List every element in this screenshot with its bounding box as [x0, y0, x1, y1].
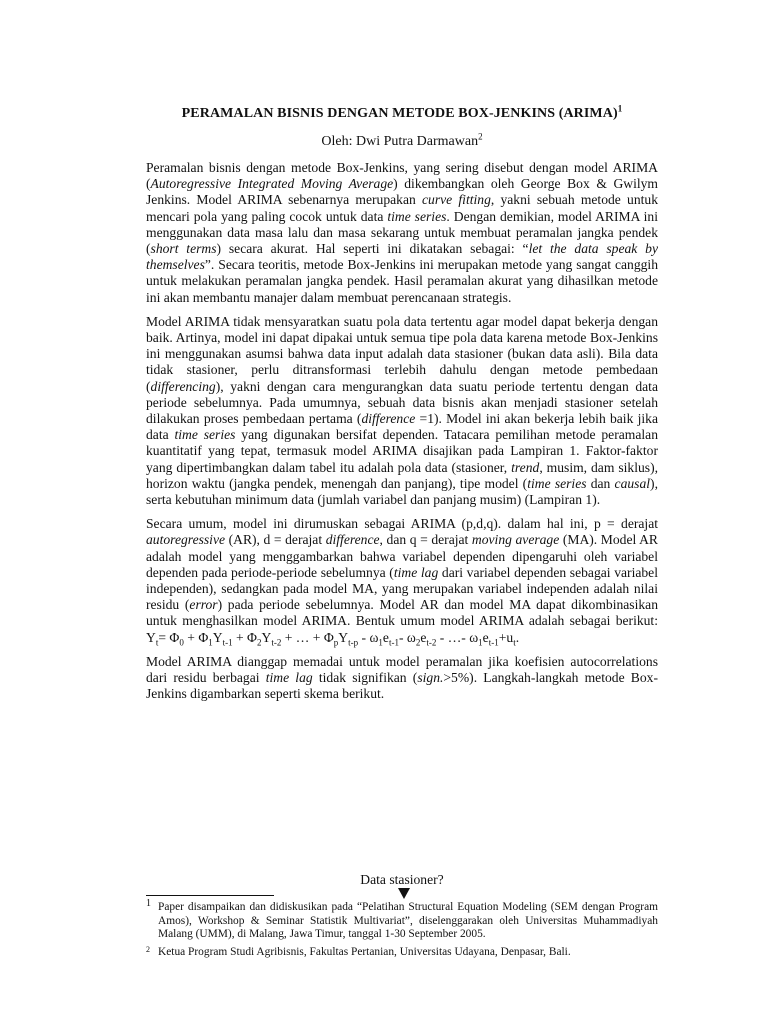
- footnote-mark: 2: [146, 944, 150, 954]
- footnote-1: [146, 898, 658, 942]
- paragraph-3: Secara umum, model ini dirumuskan sebagai ARIMA (p,d,q). dalam hal ini, p = derajat autoregressive (AR), d = derajat difference, dan q = derajat moving average (MA). Model AR adalah model yang menggambarkan bahwa variabel dependen dipengaruhi oleh variabel dependen pada periode-periode sebelumnya (time lag dari variabel dependen sebagai variabel independen), sedangkan pada model MA, yang merupakan variabel independen adalah nilai residu (error) pada periode sebelumnya. Model AR dan model MA dapat dikombinasikan untuk menghasilkan model ARIMA. Bentuk umum model ARIMA adalah sebagai berikut: $Y_t= \Phi_0 + \Phi_1Y_{t-1} + \Phi_2Y_{t-2}$ + … + $\Phi_pY_{t-p} - \omega_1e_{t-1}-$ $\omega_2e_{t-2}$ - …- $\omega_1e_{t-1}+u_t$.: [146, 516, 659, 648]
- footnote-mark: 1: [146, 898, 151, 909]
- footnote-divider: [146, 895, 274, 896]
- down-arrow-icon: [398, 888, 410, 899]
- title-footnote-ref[interactable]: 1: [617, 103, 623, 114]
- paragraph-1: Peramalan bisnis dengan metode Box-Jenkins, yang sering disebut dengan model ARIMA (Autoregressive Integrated Moving Average) dikembangkan oleh George Box & Gwilym Jenkins. Model ARIMA sebenarnya merupakan curve fitting, yakni sebuah metode untuk mencari pola yang paling cocok untuk data time series. Dengan demikian, model ARIMA ini menggunakan data masa lalu dan masa sekarang untuk membuat peramalan jangka pendek (short terms) secara akurat. Hal seperti ini dikatakan sebagai: “let the data speak by themselves”. Secara teoritis, metode Box-Jenkins ini merupakan metode yang sangat canggih untuk melakukan peramalan jangka pendek. Hasil peramalan akurat yang dihasilkan metode ini akan membantu manajer dalam membuat perencanaan strategis.: [146, 160, 659, 305]
- paragraph-2: Model ARIMA tidak mensyaratkan suatu pola data tertentu agar model dapat bekerja dengan baik. Artinya, model ini dapat dipakai untuk semua tipe pola data karena metode Box-Jenkins ini menggunakan asumsi bahwa data input adalah data stasioner (bukan data asli). Bila data tidak stasioner, perlu ditransformasi terlebih dahulu dengan metode pembedaan (differencing), yakni dengan cara mengurangkan data suatu periode tertentu dengan data periode sebelumnya. Pada umumnya, sebuah data bisnis akan menjadi stasioner setelah dilakukan proses pembedaan pertama (difference =1). Model ini akan bekerja lebih baik jika data time series yang digunakan bersifat dependen. Tatacara pemilihan metode peramalan kuantitatif yang tepat, termasuk model ARIMA disajikan pada Lampiran 1. Faktor-faktor yang dipertimbangkan dalam tabel itu adalah pola data (stasioner, trend, musim, dam siklus), horizon waktu (jangka pendek, menengah dan panjang), tipe model (time series dan causal), serta kebutuhan minimum data (jumlah variabel dan panjang musim) (Lampiran 1).: [146, 313, 658, 508]
- footnote-text: Ketua Program Studi Agribisnis, Fakultas Pertanian, Universitas Udayana, Denpasar, Bali.: [158, 945, 571, 958]
- title-text: PERAMALAN BISNIS DENGAN METODE BOX-JENKINS (ARIMA): [181, 106, 618, 121]
- author-text: Oleh: Dwi Putra Darmawan: [321, 134, 479, 149]
- schema-label: Data stasioner?: [360, 872, 444, 887]
- footnote-text: Paper disampaikan dan didiskusikan pada “Pelatihan Structural Equation Modeling (SEM dengan Program Amos), Workshop & Seminar Statistik Multivariat”, diselenggarakan oleh Universitas Muhammadiyah Malang (UMM), di Malang, Jawa Timur, tanggal 1-30 September 2005.: [158, 901, 658, 941]
- paragraph-4: Model ARIMA dianggap memadai untuk model peramalan jika koefisien autocorrelations dari residu berbagai time lag tidak signifikan (sign.>5%). Langkah-langkah metode Box-Jenkins digambarkan seperti skema berikut.: [146, 653, 658, 702]
- document-body: [146, 103, 659, 711]
- footnotes: [146, 898, 658, 963]
- author-footnote-ref[interactable]: 2: [478, 131, 483, 142]
- arima-formula: $Y_t= \Phi_0 + \Phi_1Y_{t-1} + \Phi_2Y_{t-2}$ + … + $\Phi_pY_{t-p} - \omega_1e_{t-1}-$ $\omega_2e_{t-2}$ - …- $\omega_1e_{t-1}+u_t$.: [146, 629, 520, 648]
- author-byline: [146, 131, 658, 150]
- footnote-2: [146, 946, 658, 960]
- document-title: [146, 103, 658, 122]
